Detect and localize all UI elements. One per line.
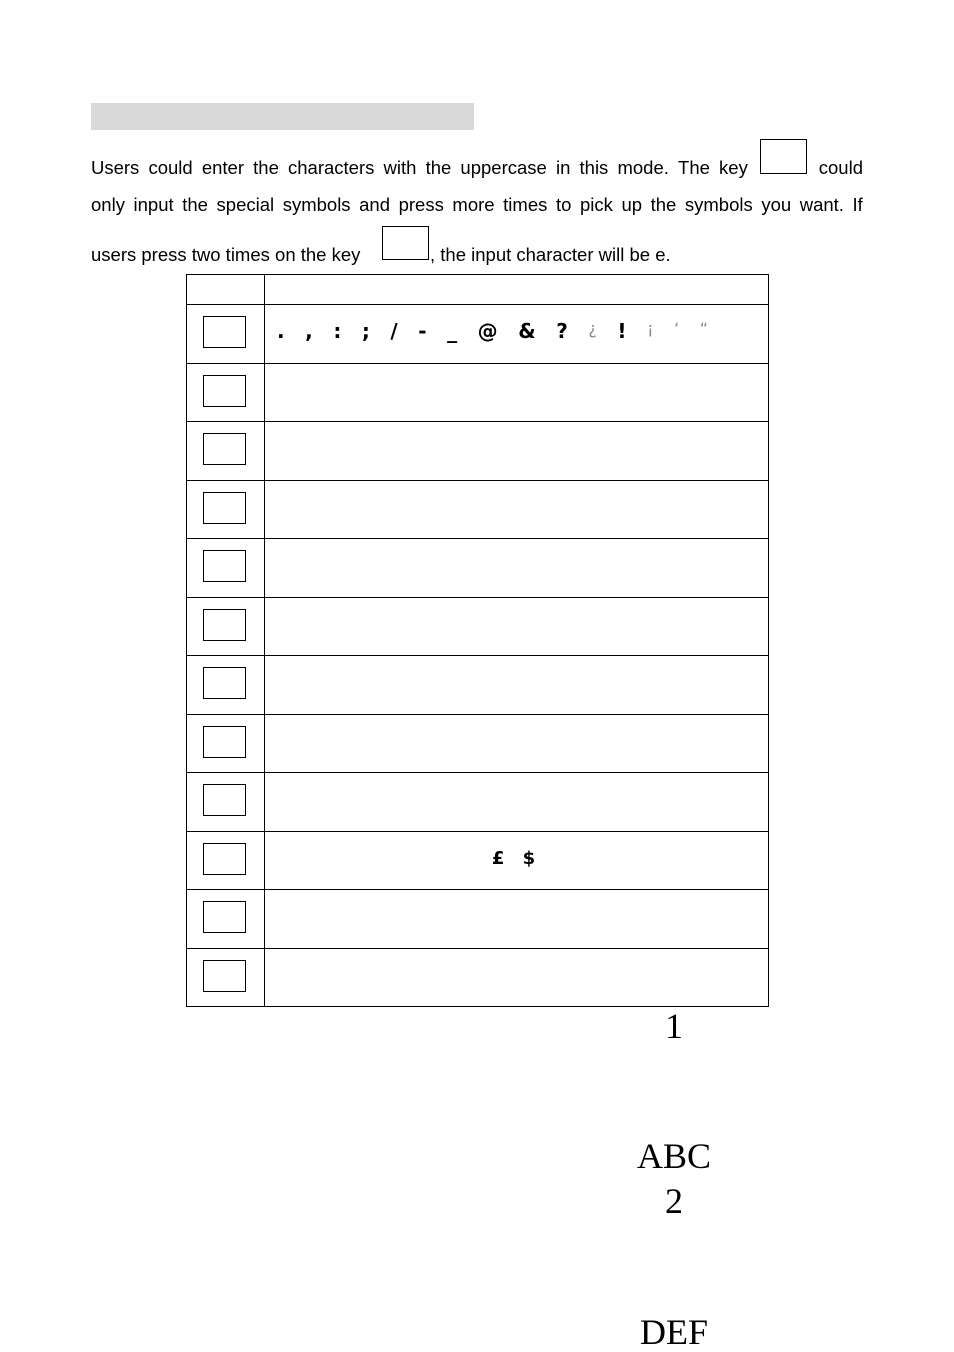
symbols-cell [265,831,769,890]
line1-word: enter [201,157,244,178]
symbols-cell [265,422,769,481]
line2-word: and [359,194,391,215]
key-icon-box [203,901,246,933]
line1-word: in [555,157,571,178]
paragraph-line-2 [91,194,863,216]
line1-word: this [579,157,609,178]
key-symbol-table [186,274,769,1007]
symbols-cell [265,539,769,598]
line2-word: only [91,194,125,215]
header-cell-key [187,275,265,305]
symbols-cell [265,773,769,832]
line2-word: up [621,194,643,215]
key-icon-box [203,609,246,641]
key-cell [187,714,265,773]
symbol-char: : [333,319,342,343]
line2-word: you [761,194,792,215]
inline-key-box-1 [760,139,807,174]
paragraph-line-1-text [91,157,748,179]
symbol-char: , [305,319,313,343]
line2-word: symbols [684,194,753,215]
line2-word: to [555,194,572,215]
table-row [187,363,769,422]
key-icon-box [203,784,246,816]
symbol-list [265,848,768,869]
line2-word: the [650,194,677,215]
line1-word: mode. [617,157,669,178]
key-label-2: 2 [665,1181,683,1221]
table-row [187,656,769,715]
line2-word: the [182,194,208,215]
table-row [187,305,769,364]
symbol-list [277,319,708,343]
line2-word: special [216,194,275,215]
line2-word: If [852,194,863,215]
line2-word: times [503,194,548,215]
key-cell [187,831,265,890]
key-cell [187,656,265,715]
symbols-cell [265,714,769,773]
line1-word: could [148,157,193,178]
line1-word: Users [91,157,140,178]
symbol-char: £ [491,847,511,869]
key-label-1: 1 [665,1006,683,1046]
paragraph-line-3-end: , the input character will be e. [430,244,671,265]
key-cell [187,948,265,1007]
key-icon-box [203,316,246,348]
symbol-char: ; [361,319,370,343]
key-icon-box [203,726,246,758]
paragraph-line-3-start: users press two times on the key [91,244,361,265]
key-icon-box [203,492,246,524]
key-icon-box [203,960,246,992]
key-cell [187,363,265,422]
key-label-abc: ABC [636,1136,712,1176]
table-row [187,597,769,656]
table-row [187,948,769,1007]
key-icon-box [203,375,246,407]
line1-word: the [425,157,452,178]
symbols-cell [265,597,769,656]
symbol-char: ¿ [588,319,597,338]
symbol-char: ‘ [674,319,680,338]
line2-word: want. [799,194,844,215]
symbols-cell [265,305,769,364]
symbol-char: _ [447,319,458,343]
line1-word: the [253,157,279,178]
line1-word: uppercase [460,157,547,178]
line2-word: more [452,194,495,215]
line2-word: symbols [282,194,351,215]
table-row [187,890,769,949]
line1-word: with [383,157,417,178]
key-cell [187,890,265,949]
inline-key-box-2 [382,226,429,260]
line2-word: pick [579,194,613,215]
key-icon-box [203,550,246,582]
key-icon-box [203,433,246,465]
key-cell [187,305,265,364]
line1-word: The [678,157,710,178]
symbols-cell [265,948,769,1007]
section-heading-bar [91,103,474,130]
key-cell [187,773,265,832]
symbols-cell [265,480,769,539]
key-cell [187,480,265,539]
line1-word: key [719,157,748,178]
key-cell [187,422,265,481]
table-row [187,773,769,832]
table-row [187,714,769,773]
table-row [187,539,769,598]
symbols-cell [265,890,769,949]
paragraph-line-1-end: could [818,157,863,178]
key-icon-box [203,667,246,699]
table-header-row [187,275,769,305]
symbols-cell [265,656,769,715]
table-row [187,422,769,481]
key-cell [187,597,265,656]
key-label-def: DEF [639,1312,708,1352]
symbol-char: $ [522,847,542,869]
key-icon-box [203,843,246,875]
line1-word: characters [288,157,375,178]
key-cell [187,539,265,598]
symbols-cell [265,363,769,422]
line2-word: input [133,194,174,215]
line2-word: press [398,194,444,215]
header-cell-symbols [265,275,769,305]
symbol-char: . [277,319,285,343]
symbol-char: ¡ [647,319,654,338]
symbol-char: ? [556,319,568,343]
symbol-char: - [418,319,427,343]
symbol-char: @ [477,319,498,343]
table-row [187,480,769,539]
symbol-char: & [518,319,536,343]
symbol-char: ! [617,319,627,343]
symbol-char: / [390,319,398,343]
table-row [187,831,769,890]
symbol-char: “ [699,319,708,338]
